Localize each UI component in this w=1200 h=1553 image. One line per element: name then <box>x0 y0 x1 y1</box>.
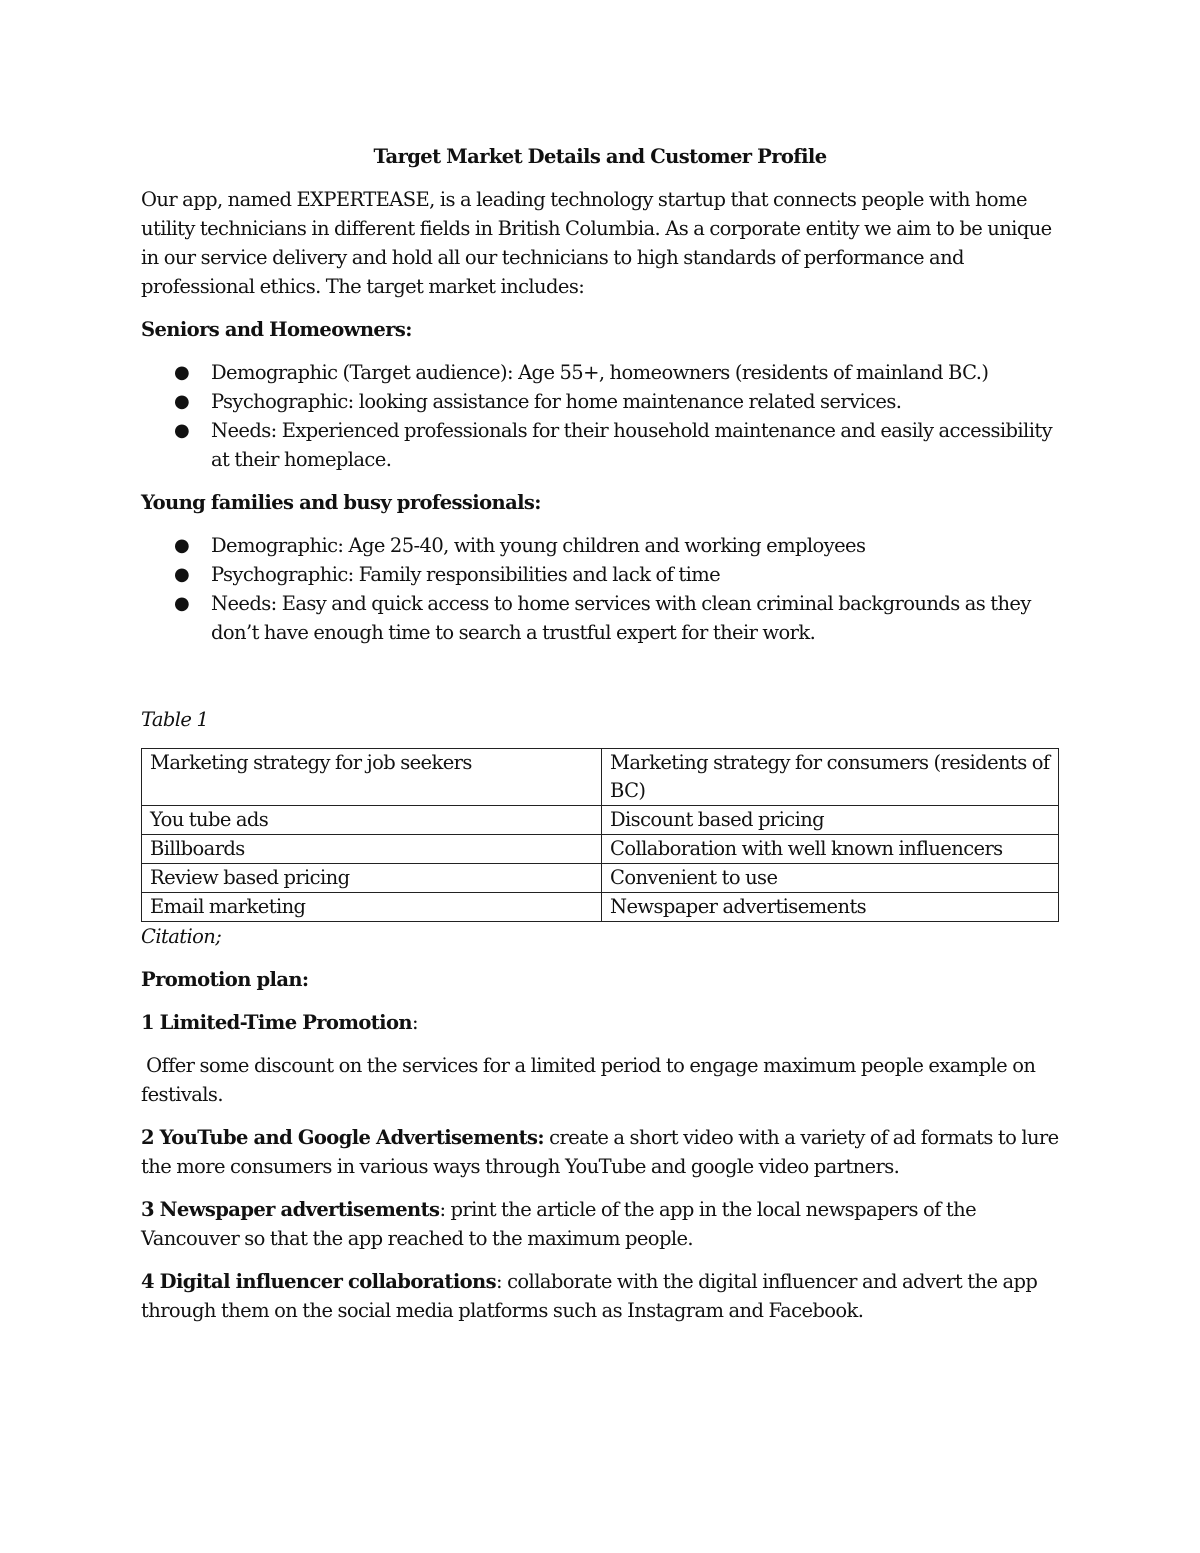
promotion-item-1-title <box>141 1008 1059 1037</box>
promotion-heading: Promotion plan: <box>141 968 309 991</box>
table-cell: Billboards <box>142 835 602 864</box>
segment-list-seniors <box>141 358 1059 474</box>
list-item-text: Demographic: Age 25-40, with young children and working employees <box>211 534 866 557</box>
list-item <box>141 531 1059 560</box>
promotion-item-label: Limited-Time Promotion <box>159 1011 412 1034</box>
promotion-item-number: 4 <box>141 1270 154 1293</box>
list-item <box>141 560 1059 589</box>
intro-paragraph: Our app, named EXPERTEASE, is a leading technology startup that connects people with home utility technicians in different fields in British Columbia. As a corporate entity we aim to be unique in our service delivery and hold all our technicians to high standards of performance and professional ethics. The target market includes: <box>141 188 1052 298</box>
spacer <box>141 661 1059 705</box>
table-cell: Convenient to use <box>602 864 1059 893</box>
promotion-item-3 <box>141 1195 1059 1253</box>
promotion-item-number: 1 <box>141 1011 154 1034</box>
table-cell: Discount based pricing <box>602 806 1059 835</box>
table-cell: Newspaper advertisements <box>602 893 1059 922</box>
promotion-item-number: 2 <box>141 1126 154 1149</box>
list-item-text: Needs: Easy and quick access to home services with clean criminal backgrounds as they don’t have enough time to search a trustful expert for their work. <box>211 592 1031 644</box>
table-header-row <box>142 749 1059 806</box>
table-cell: Review based pricing <box>142 864 602 893</box>
list-item-text: Needs: Experienced professionals for their household maintenance and easily accessibility at their homeplace. <box>211 419 1052 471</box>
segment-list-young-families <box>141 531 1059 647</box>
list-item-text: Demographic (Target audience): Age 55+, homeowners (residents of mainland BC.) <box>211 361 989 384</box>
list-item <box>141 589 1059 647</box>
table-row <box>142 835 1059 864</box>
table-cell: Email marketing <box>142 893 602 922</box>
document-page <box>141 142 1064 1339</box>
table-header-cell: Marketing strategy for consumers (residents of BC) <box>602 749 1059 806</box>
table-caption: Table 1 <box>141 708 209 731</box>
list-item-text: Psychographic: looking assistance for home maintenance related services. <box>211 390 902 413</box>
list-item <box>141 358 1059 387</box>
list-item-text: Psychographic: Family responsibilities and lack of time <box>211 563 721 586</box>
promotion-item-separator: : <box>411 1011 418 1034</box>
list-item <box>141 387 1059 416</box>
bullet-icon: ● <box>174 564 190 585</box>
promotion-item-text: print the article of the app in the local newspapers of the Vancouver so that the app reached to the maximum people. <box>141 1198 982 1250</box>
promotion-item-label: Digital influencer collaborations <box>159 1270 497 1293</box>
table-row <box>142 806 1059 835</box>
table-row <box>142 893 1059 922</box>
document-title: Target Market Details and Customer Profile <box>373 145 827 168</box>
table-citation: Citation; <box>141 925 222 948</box>
table-header-cell: Marketing strategy for job seekers <box>142 749 602 806</box>
table-row <box>142 864 1059 893</box>
promotion-item-label: Newspaper advertisements <box>159 1198 440 1221</box>
promotion-item-number: 3 <box>141 1198 154 1221</box>
bullet-icon: ● <box>174 420 190 441</box>
marketing-strategy-table <box>141 748 1059 922</box>
promotion-item-text: collaborate with the digital influencer and advert the app through them on the social media platforms such as Instagram and Facebook. <box>141 1270 1043 1322</box>
bullet-icon: ● <box>174 593 190 614</box>
promotion-item-2 <box>141 1123 1064 1181</box>
segment-heading-seniors: Seniors and Homeowners: <box>141 318 412 341</box>
promotion-item-text: create a short video with a variety of ad formats to lure the more consumers in various ways through YouTube and google video partners. <box>141 1126 1064 1178</box>
bullet-icon: ● <box>174 362 190 383</box>
promotion-item-label: YouTube and Google Advertisements: <box>159 1126 545 1149</box>
bullet-icon: ● <box>174 391 190 412</box>
table-cell: You tube ads <box>142 806 602 835</box>
promotion-item-separator: : <box>439 1198 446 1221</box>
segment-heading-young-families: Young families and busy professionals: <box>141 491 541 514</box>
promotion-item-4 <box>141 1267 1059 1325</box>
promotion-item-separator: : <box>496 1270 502 1293</box>
bullet-icon: ● <box>174 535 190 556</box>
promotion-item-1-body: Offer some discount on the services for a limited period to engage maximum people example on festivals. <box>141 1054 1041 1106</box>
table-cell: Collaboration with well known influencers <box>602 835 1059 864</box>
list-item <box>141 416 1059 474</box>
